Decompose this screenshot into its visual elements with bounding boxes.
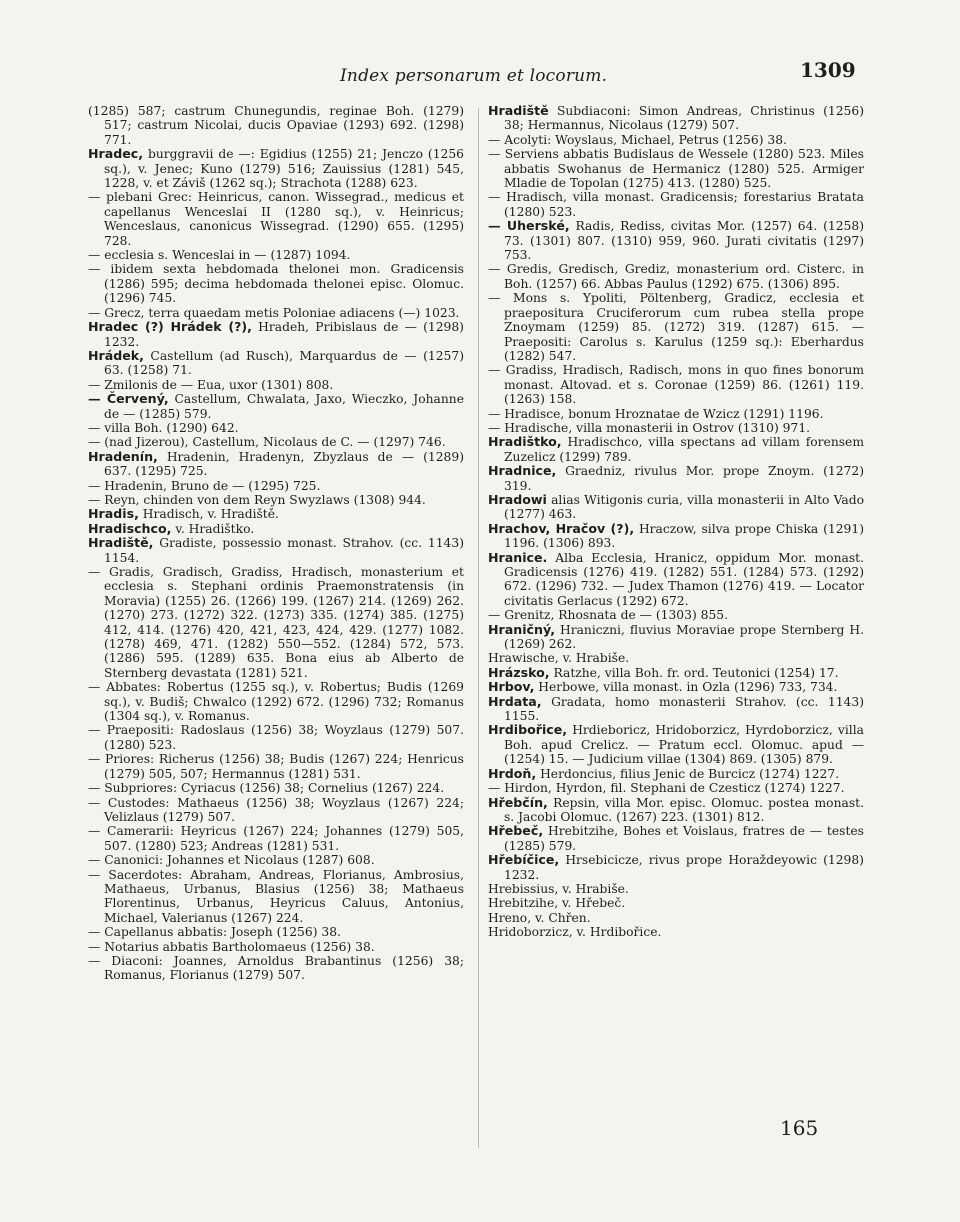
entry-text: — Zmilonis de — Eua, uxor (1301) 808. (88, 377, 334, 392)
index-entry (488, 104, 864, 133)
entry-text: Radis, Rediss, civitas Mor. (1257) 64. (1258) 73. (1301) 807. (1310) 959, 960. Jurati civitatis (1297) 753. (504, 219, 864, 263)
index-entry (88, 522, 464, 536)
entry-headword: Hrdoň, (488, 765, 537, 781)
entry-text: Repsin, villa Mor. episc. Olomuc. postea monast. s. Jacobi Olomuc. (1267) 223. (1301) 812. (504, 795, 864, 824)
index-entry (488, 695, 864, 724)
entry-text: Castellum (ad Rusch), Marquardus de — (1257) 63. (1258) 71. (104, 348, 464, 378)
entry-text: Hrsebicicze, rivus prope Horaždeyowic (1298) 1232. (504, 853, 864, 882)
entry-text: Castellum, Chwalata, Jaxo, Wieczko, Johanne de — (1285) 579. (104, 392, 464, 421)
index-entry (88, 781, 464, 795)
index-entry (88, 248, 464, 262)
index-entry (488, 133, 864, 147)
index-entry (88, 349, 464, 378)
index-entry (88, 796, 464, 825)
entry-text: Hrawische, v. Hrabiše. (488, 651, 630, 666)
page-number: 1309 (800, 58, 856, 82)
entry-text: — Abbates: Robertus (1255 sq.), v. Robertus; Budis (1269 sq.), v. Budiš; Chwalco (1292) 672. (1296) 732; Romanus (1304 sq.), v. Romanus. (88, 680, 464, 724)
index-entry (488, 147, 864, 190)
entry-text: Graedniz, rivulus Mor. prope Znoym. (1272) 319. (504, 464, 864, 493)
entry-text: Hrdieboricz, Hridoborzicz, Hyrdoborzicz, villa Boh. apud Crelicz. — Pratum eccl. Olomuc. apud — (1254) 15. — Judicium villae (1304) 869. (1305) 879. (504, 723, 864, 767)
entry-headword: Hradis, (88, 506, 139, 522)
index-entry (488, 464, 864, 493)
entry-text: Herdoncius, filius Jenic de Burcicz (1274) 1227. (536, 766, 840, 781)
index-entry (88, 752, 464, 781)
index-entry (88, 853, 464, 867)
index-entry (88, 536, 464, 565)
entry-headword: Hrádek, (88, 347, 144, 363)
entry-text: — Capellanus abbatis: Joseph (1256) 38. (88, 925, 341, 940)
index-entry (88, 147, 464, 190)
index-entry (88, 262, 464, 305)
index-entry (88, 104, 464, 147)
column-divider (478, 108, 479, 1148)
entry-text: Hreno, v. Chřen. (488, 910, 591, 925)
index-entry (88, 190, 464, 248)
entry-text: Hrebitzihe, Bohes et Voislaus, fratres de — testes (1285) 579. (504, 824, 864, 853)
entry-text: — ecclesia s. Wenceslai in — (1287) 1094. (88, 248, 351, 263)
index-entry (88, 680, 464, 723)
index-entry (488, 853, 864, 882)
entry-text: — Mons s. Ypoliti, Pöltenberg, Gradicz, ecclesia et praepositura Cruciferorum cum rubea stella prope Znoymam (1259) 85. (1272) 319. (1287) 615. — Praepositi: Carolus s. Karulus (1259 sq.): Eberhardus (1282) 547. (488, 291, 864, 363)
entry-headword: Hradec (?) Hrádek (?), (88, 319, 252, 335)
entry-text: — Diaconi: Joannes, Arnoldus Brabantinus (1256) 38; Romanus, Florianus (1279) 507. (88, 953, 464, 983)
index-entry (488, 896, 864, 910)
entry-headword: Hradištko, (488, 434, 562, 450)
index-entry (88, 450, 464, 479)
entry-headword: Hradowi (488, 491, 547, 507)
right-column (488, 104, 864, 1104)
entry-text: Hrebissius, v. Hrabiše. (488, 881, 629, 896)
entry-headword: Hradiště, (88, 535, 154, 551)
index-entry (88, 954, 464, 983)
entry-text: — Gradis, Gradisch, Gradiss, Hradisch, monasterium et ecclesia s. Stephani ordinis Praemonstratensis (in Moravia) (1255) 26. (1266) 199. (1267) 214. (1269) 262. (1270) 273. (1272) 322. (1273) 335. (1274) 385. (1275) 412, 414. (1276) 420, 421, 423, 424, 429. (1277) 1082. (1278) 469, 471. (1282) 550—552. (1284) 572, 573. (1286) 595. (1289) 635. Bona eius ab Alberto de Sternberg devastata (1281) 521. (88, 565, 464, 680)
entry-headword: Hrdibořice, (488, 722, 568, 738)
entry-text: — Subpriores: Cyriacus (1256) 38; Cornelius (1267) 224. (88, 781, 445, 796)
entry-text: — Hradisch, villa monast. Gradicensis; forestarius Bratata (1280) 523. (488, 190, 864, 219)
index-entry (488, 651, 864, 665)
index-entry (488, 623, 864, 652)
entry-text: Hraniczni, fluvius Moraviae prope Sternberg H. (1269) 262. (504, 622, 864, 652)
entry-text: Hradeh, Pribislaus de — (1298) 1232. (104, 320, 464, 349)
index-entry (88, 940, 464, 954)
entry-headword: Hrachov, Hračov (?), (488, 520, 635, 536)
entry-text: — Notarius abbatis Bartholomaeus (1256) 38. (88, 939, 375, 954)
entry-headword: Hradec, (88, 146, 144, 162)
index-entry (488, 781, 864, 795)
index-entry (88, 824, 464, 853)
entry-text: — Hradisce, bonum Hroznatae de Wzicz (1291) 1196. (488, 406, 824, 421)
entry-text: — Priores: Richerus (1256) 38; Budis (1267) 224; Henricus (1279) 505, 507; Hermannus (1281) 531. (88, 752, 464, 781)
index-entry (488, 407, 864, 421)
entry-headword: Hrázsko, (488, 664, 550, 680)
entry-headword: Hradiště (488, 104, 549, 118)
entry-text: alias Witigonis curia, villa monasterii in Alto Vado (1277) 463. (504, 492, 864, 522)
index-entry (88, 925, 464, 939)
entry-text: — (nad Jizerou), Castellum, Nicolaus de C. — (1297) 746. (88, 435, 446, 450)
index-entry (488, 522, 864, 551)
entry-text: — Gradiss, Hradisch, Radisch, mons in quo fines bonorum monast. Altovad. et s. Coronae (1259) 86. (1261) 119. (1263) 158. (488, 363, 864, 407)
entry-text: Herbowe, villa monast. in Ozla (1296) 733, 734. (534, 680, 838, 695)
index-entry (88, 320, 464, 349)
left-column (88, 104, 464, 1184)
index-entry (488, 680, 864, 694)
index-entry (488, 911, 864, 925)
entry-text: Gradata, homo monasterii Strahov. (cc. 1143) 1155. (504, 694, 864, 724)
entry-text: Hradenin, Hradenyn, Zbyzlaus de — (1289) 637. (1295) 725. (104, 449, 464, 479)
index-entry (488, 435, 864, 464)
index-entry (88, 868, 464, 926)
index-entry (488, 190, 864, 219)
index-entry (88, 479, 464, 493)
entry-headword: Hradenín, (88, 448, 158, 464)
entry-text: — Gredis, Gredisch, Grediz, monasterium ord. Cisterc. in Boh. (1257) 66. Abbas Paulus (1292) 675. (1306) 895. (488, 262, 864, 291)
index-entry (488, 608, 864, 622)
index-entry (488, 363, 864, 406)
entry-text: — villa Boh. (1290) 642. (88, 420, 239, 435)
entry-headword: Hrbov, (488, 679, 535, 695)
folio-number: 165 (780, 1116, 819, 1140)
entry-text: — Camerarii: Heyricus (1267) 224; Johannes (1279) 505, 507. (1280) 523; Andreas (1281) 531. (88, 824, 464, 853)
entry-headword: Hrdata, (488, 693, 542, 709)
entry-text: burggravii de —: Egidius (1255) 21; Jenczo (1256 sq.), v. Jenec; Kuno (1279) 516; Zauissius (1281) 545, 1228, v. et Záviš (1262 sq.); Strachota (1288) 623. (104, 147, 464, 191)
entry-text: — Hirdon, Hyrdon, fil. Stephani de Czesticz (1274) 1227. (488, 781, 845, 796)
index-entry (88, 493, 464, 507)
entry-text: — Sacerdotes: Abraham, Andreas, Florianus, Ambrosius, Mathaeus, Urbanus, Blasius (1256) 38; Mathaeus Florentinus, Urbanus, Heyricus Caluus, Antonius, Michael, Valerianus (1267) 224. (88, 867, 464, 925)
index-entry (488, 291, 864, 363)
entry-text: — Acolyti: Woyslaus, Michael, Petrus (1256) 38. (488, 132, 787, 147)
entry-text: Hraczow, silva prope Chiska (1291) 1196. (1306) 893. (504, 521, 864, 551)
index-entry (88, 435, 464, 449)
index-entry (88, 507, 464, 521)
entry-text: — Praepositi: Radoslaus (1256) 38; Woyzlaus (1279) 507. (1280) 523. (88, 723, 464, 752)
running-header-title: Index personarum et locorum. (340, 66, 608, 86)
index-entry (88, 392, 464, 421)
entry-headword: Hradnice, (488, 463, 557, 479)
index-entry (88, 723, 464, 752)
entry-headword: Hřebčín, (488, 794, 548, 810)
entry-headword: Hřebíčice, (488, 852, 560, 868)
entry-text: Ratzhe, villa Boh. fr. ord. Teutonici (1254) 17. (549, 665, 839, 680)
index-entry (488, 219, 864, 262)
index-entry (488, 796, 864, 825)
index-entry (88, 421, 464, 435)
entry-text: Subdiaconi: Simon Andreas, Christinus (1256) 38; Hermannus, Nicolaus (1279) 507. (504, 104, 864, 133)
entry-text: — Canonici: Johannes et Nicolaus (1287) 608. (88, 853, 375, 868)
entry-text: Hradisch, v. Hradiště. (138, 507, 279, 522)
entry-headword: Hřebeč, (488, 823, 544, 839)
entry-headword: Hradischco, (88, 520, 172, 536)
entry-text: Hrebitzihe, v. Hřebeč. (488, 896, 626, 911)
entry-text: — Reyn, chinden von dem Reyn Swyzlaws (1308) 944. (88, 492, 426, 507)
entry-text: v. Hradištko. (171, 521, 255, 536)
entry-text: — Hradische, villa monasterii in Ostrov (1310) 971. (488, 420, 811, 435)
index-entry (488, 767, 864, 781)
entry-text: Hridoborzicz, v. Hrdibořice. (488, 925, 662, 940)
index-entry (488, 925, 864, 939)
index-entry (488, 551, 864, 609)
index-entry (88, 378, 464, 392)
entry-text: — Grecz, terra quaedam metis Poloniae adiacens (—) 1023. (88, 305, 460, 320)
index-entry (88, 565, 464, 680)
index-entry (88, 306, 464, 320)
index-entry (488, 666, 864, 680)
entry-text: — Grenitz, Rhosnata de — (1303) 855. (488, 608, 729, 623)
entry-headword: Hraničný, (488, 621, 555, 637)
index-entry (488, 421, 864, 435)
entry-text: — Serviens abbatis Budislaus de Wessele (1280) 523. Miles abbatis Swohanus de Hermanicz (1280) 525. Armiger Mladie de Topolan (1275) 413. (1280) 525. (488, 147, 864, 191)
index-entry (488, 882, 864, 896)
entry-headword: — Uherské, (488, 218, 570, 234)
index-entry (488, 262, 864, 291)
entry-text: — ibidem sexta hebdomada thelonei mon. Gradicensis (1286) 595; decima hebdomada thelonei episc. Olomuc. (1296) 745. (88, 262, 464, 306)
index-entry (488, 824, 864, 853)
entry-text: — Custodes: Mathaeus (1256) 38; Woyzlaus (1267) 224; Velizlaus (1279) 507. (88, 795, 464, 824)
entry-headword: — Červený, (88, 391, 169, 407)
entry-text: — plebani Grec: Heinricus, canon. Wissegrad., medicus et capellanus Wenceslai II (1280 sq.), v. Heinricus; Wenceslaus, canonicus Wissegrad. (1290) 655. (1295) 728. (88, 190, 464, 248)
index-entry (488, 493, 864, 522)
entry-text: Gradiste, possessio monast. Strahov. (cc. 1143) 1154. (104, 536, 464, 565)
entry-text: — Hradenin, Bruno de — (1295) 725. (88, 478, 321, 493)
entry-text: (1285) 587; castrum Chunegundis, reginae Boh. (1279) 517; castrum Nicolai, ducis Opaviae (1293) 692. (1298) 771. (88, 104, 464, 147)
entry-text: Alba Ecclesia, Hranicz, oppidum Mor. monast. Gradicensis (1276) 419. (1282) 551. (1284) 573. (1292) 672. (1296) 732. — Judex Thamon (1276) 419. — Locator civitatis Gerlacus (1292) 672. (504, 550, 864, 608)
entry-headword: Hranice. (488, 549, 548, 565)
entry-text: Hradischco, villa spectans ad villam forensem Zuzelicz (1299) 789. (504, 435, 864, 464)
index-entry (488, 723, 864, 766)
